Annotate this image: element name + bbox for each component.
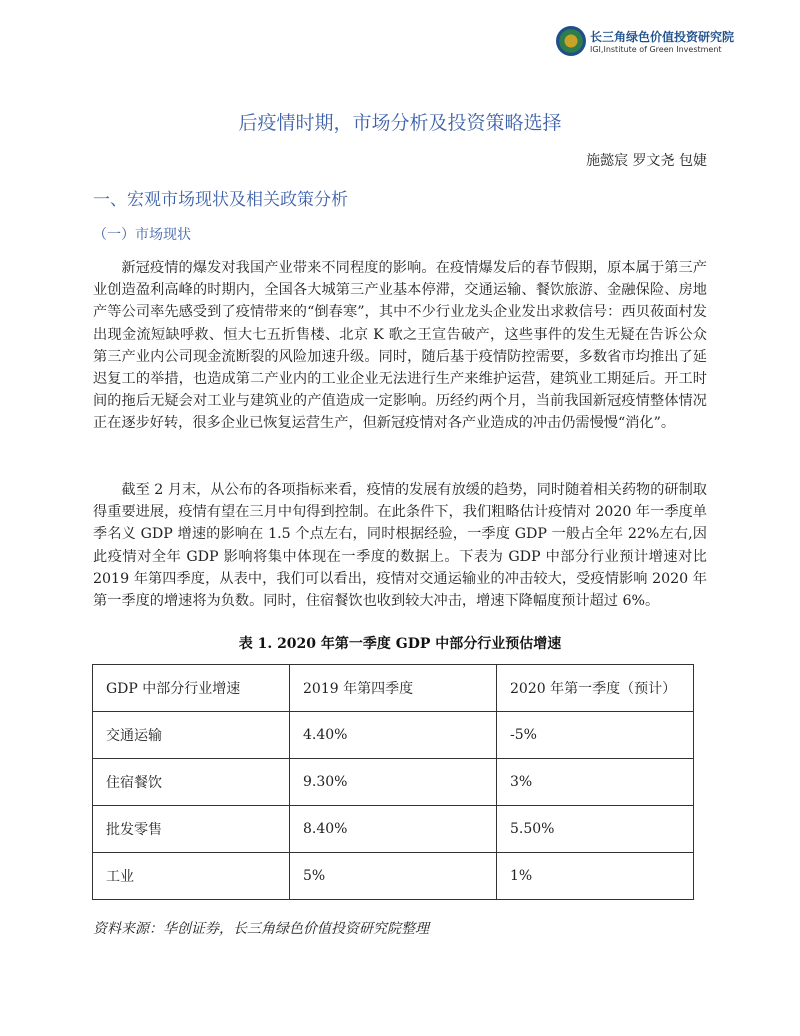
paragraph-1: 新冠疫情的爆发对我国产业带来不同程度的影响。在疫情爆发后的春节假期，原本属于第三产业创造盈利高峰的时期内，全国各大城第三产业基本停滞，交通运输、餐饮旅游、金融保险、房地产等公司率先感受到了疫情带来的“倒春寒”，其中不少行业龙头企业发出求救信号：西贝莜面村发出现金流短缺呼救、恒大七五折售楼、北京 K 歌之王宣告破产，这些事件的发生无疑在告诉公众第三产业内公司现金流断裂的风险加速升级。同时，随后基于疫情防控需要，多数省市均推出了延迟复工的举措，也造成第二产业内的工业企业无法进行生产来维护运营，建筑业工期延后。开工时间的拖后无疑会对工业与建筑业的产值造成一定影响。历经约两个月，当前我国新冠疫情整体情况正在逐步好转，很多企业已恢复运营生产，但新冠疫情对各产业造成的冲击仍需慢慢“消化”。 <box>93 260 707 432</box>
table-cell: 工业 <box>93 853 290 900</box>
table-cell: -5% <box>497 712 694 759</box>
table-cell: 1% <box>497 853 694 900</box>
org-name-en: IGI,Institute of Green Investment <box>590 45 722 54</box>
table-cell: 批发零售 <box>93 806 290 853</box>
table-header-cell: 2019 年第四季度 <box>290 665 497 712</box>
table-cell: 3% <box>497 759 694 806</box>
subsection-heading: （一）市场现状 <box>93 227 191 243</box>
table-cell: 5.50% <box>497 806 694 853</box>
table-row <box>93 759 694 806</box>
table-row <box>93 712 694 759</box>
source-note: 资料来源：华创证券，长三角绿色价值投资研究院整理 <box>93 921 429 937</box>
section-heading: 一、宏观市场现状及相关政策分析 <box>93 190 348 210</box>
table-header-cell: GDP 中部分行业增速 <box>93 665 290 712</box>
table-caption: 表 1. 2020 年第一季度 GDP 中部分行业预估增速 <box>238 636 562 652</box>
table-row <box>93 806 694 853</box>
org-name-cn: 长三角绿色价值投资研究院 <box>590 30 735 44</box>
institute-seal-icon <box>556 26 586 56</box>
authors: 施懿宸 罗文尧 包婕 <box>586 153 707 169</box>
table-header-row <box>93 665 694 712</box>
gdp-growth-table <box>92 664 694 900</box>
table-cell: 住宿餐饮 <box>93 759 290 806</box>
table-cell: 9.30% <box>290 759 497 806</box>
table-cell: 交通运输 <box>93 712 290 759</box>
page-title: 后疫情时期，市场分析及投资策略选择 <box>238 112 562 134</box>
header-logo <box>556 26 786 60</box>
table-row <box>93 853 694 900</box>
table-cell: 8.40% <box>290 806 497 853</box>
table-cell: 5% <box>290 853 497 900</box>
table-header-cell: 2020 年第一季度（预计） <box>497 665 694 712</box>
table-cell: 4.40% <box>290 712 497 759</box>
paragraph-2: 截至 2 月末，从公布的各项指标来看，疫情的发展有放缓的趋势，同时随着相关药物的研制取得重要进展，疫情有望在三月中旬得到控制。在此条件下，我们粗略估计疫情对 2020 年一季度单季名义 GDP 增速的影响在 1.5 个点左右，同时根据经验，一季度 GDP 一般占全年 22%左右,因此疫情对全年 GDP 影响将集中体现在一季度的数据上。下表为 GDP 中部分行业预计增速对比 2019 年第四季度，从表中，我们可以看出，疫情对交通运输业的冲击较大，受疫情影响 2020 年第一季度的增速将为负数。同时，住宿餐饮也收到较大冲击，增速下降幅度预计超过 6%。 <box>93 482 707 610</box>
